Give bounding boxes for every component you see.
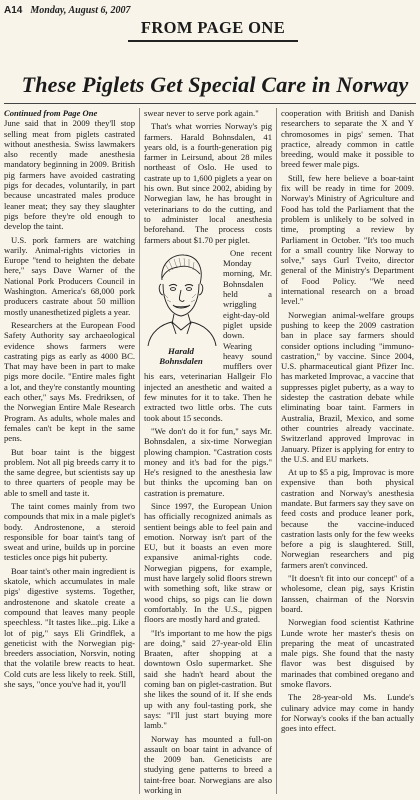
- article-paragraph: "It's important to me how the pigs are doing," said 27-year-old Elin Braaten, after shopping at a downtown Oslo supermarket. She said she hadn't heard about the coming ban on piglet-castration. But she likes the sound of it. If she ends up with any foul-tasting pork, she says: "I'll just start buying more lamb.": [144, 627, 272, 731]
- headline-rule: [4, 103, 416, 104]
- article-paragraph: "It doesn't fit into our concept" of a wholesome, clean pig, says Kristin Ianssen, chairman of the Norsvin board.: [281, 573, 414, 614]
- article-paragraph: Researchers at the European Food Safety Authority say archaeological evidence shows farmers were castrating pigs as early as 4000 BC. That may have been in part to make pigs more docile. "Entire males fight a lot, and they're constantly mounting each other," says Ms. Fredriksen, of the Norwegian Entire Male Research Program. As adults, whole males and females can't be kept in the same pens.: [4, 319, 135, 444]
- portrait-caption: Harald Bohnsdalen: [159, 345, 203, 366]
- article-paragraph: One recent Monday morning, Mr. Bohnsdalen held a wriggling eight-day-old piglet upside down. Wearing heavy sound mufflers over his ears, veterinarian Hallgeir Flo injected an anesthetic and waited a few minutes for it to take. Then he extracted two little orbs. The cuts took about 15 seconds.: [144, 247, 272, 423]
- portrait-sketch: [144, 250, 218, 368]
- portrait-icon: [144, 250, 218, 346]
- continued-line: Continued from Page One: [4, 108, 98, 118]
- article-headline: These Piglets Get Special Care in Norway: [21, 72, 409, 97]
- column-divider: [139, 108, 140, 794]
- article-paragraph: The taint comes mainly from two compounds that mix in a male piglet's body. Androstenone, a steroid responsible for boar taint's tang of sweat and urine, builds up in porcine testicles once pigs hit puberty.: [4, 500, 135, 563]
- column-divider: [276, 108, 277, 794]
- page-number: A14: [4, 4, 23, 16]
- article-paragraph: Still, few here believe a boar-taint fix will be ready in time for 2009. Norway's Ministry of Agriculture and Food has told the Parliament that the problem is unlikely to be solved in time, prompting a review by Parliament in October. "It's too much for a small country like Norway to solve," says Gurl Tveito, director general of the Ministry's Department of Food Policy. "We need international research on a broad level.": [281, 172, 414, 307]
- article-column-2: [144, 108, 272, 796]
- article-paragraph: swear never to serve pork again.": [144, 108, 259, 118]
- article-paragraph: Since 1997, the European Union has officially recognized animals as sentient beings able to feel pain and emotion. Norway isn't part of the EU, but it boasts an even more expansive animal-rights code. Norwegian pigpens, for example, must have largely solid floors strewn with something soft, like straw or wood chips, so pigs can lie down comfortably. In the U.S., pigpen floors are mostly hard and grated.: [144, 500, 272, 625]
- article-paragraph: At up to $5 a pig, Improvac is more expensive than both physical castration and Norway's anesthesia mandate. But farmers say they save on feed costs and produce leaner pork, because the vaccine-induced castration lasts only for the few weeks before a pig is slaughtered. Still, Norwegian researchers and pig farmers aren't convinced.: [281, 467, 414, 570]
- article-paragraph: That's what worries Norway's pig farmers. Harald Bohnsdalen, 41 years old, is a fourth-generation pig farmer in Leirsund, about 28 miles northeast of Oslo. He used to castrate up to 1,600 piglets a year on his own. But since 2002, abiding by Norwegian law, he has brought in veterinarians to do the cutting, and to administer local anesthesia beforehand. The process costs farmers about $1.70 per piglet.: [144, 121, 272, 245]
- section-heading: FROM PAGE ONE: [128, 16, 298, 42]
- article-paragraph: U.S. pork farmers are watching warily. Animal-rights victories in Europe "tend to heighten the debate here," says Dave Warner of the National Pork Producers Council in Washington. America's 68,000 pork producers castrate about 50 million mostly unanesthetized piglets a year.: [4, 234, 135, 317]
- article-paragraph: "We don't do it for fun," says Mr. Bohnsdalen, a six-time Norwegian plowing champion. "Castration costs money and it's bad for the pigs." He's resigned to the anesthesia law but thinks the upcoming ban on castration is premature.: [144, 425, 272, 498]
- article-column-3: [281, 108, 414, 796]
- article-paragraph: Continued from Page One June said that in 2009 they'll stop selling meat from piglets castrated without anesthesia. Swiss lawmakers also recently made anesthesia mandatory beginning in 2009. British pig farmers have avoided castrating pigs for decades, voluntarily, in part because uncastrated males produce leaner meat; they say they slaughter pigs before they're old enough to develop the taint.: [4, 108, 135, 232]
- article-paragraph: Norwegian animal-welfare groups pushing to keep the 2009 castration ban in place say farmers should consider options including "immuno-castration," by vaccine. Since 2004, U.S. pharmaceutical giant Pfizer Inc. has marketed Improvac, a vaccine that suppresses piglet puberty, as a way to sidestep the castration debate while eliminating boar taint. Farmers in Australia, Brazil, Mexico, and some other countries already vaccinate. Switzerland approved Improvac in January. Pfizer is applying for entry to the U.S. and EU markets.: [281, 309, 414, 464]
- article-column-1: [4, 108, 135, 796]
- article-paragraph: But boar taint is the biggest problem. Not all pig breeds carry it to the same degree, but scientists say up to three quarters of people may be able to smell and taste it.: [4, 446, 135, 498]
- issue-date: Monday, August 6, 2007: [30, 4, 131, 16]
- page-folio: [4, 3, 416, 17]
- article-paragraph: The 28-year-old Ms. Lunde's culinary advice may come in handy for Norway's cooks if the ban actually goes into effect.: [281, 692, 414, 734]
- article-paragraph: Norwegian food scientist Kathrine Lunde wrote her master's thesis on preparing the meat of uncastrated male pigs. She found that the nasty flavor was best disguised by marinades that combined oregano and smoke flavors.: [281, 617, 414, 690]
- article-paragraph: cooperation with British and Danish researchers to separate the X and Y chromosomes in pigs' semen. That practice, already common in cattle breeding, would make it possible to breed fewer male pigs.: [281, 108, 414, 170]
- article-paragraph: Boar taint's other main ingredient is skatole, which accumulates in male pigs' digestive systems. Together, androstenone and skatole create a compound that leaves many people speechless. "It tastes like...pig. Like a lot of pig," says Eli Grindflek, a geneticist with the Norwegian pig-breeders association, Norsvin, noting that the volatile brew reacts to heat. Cold cuts are less likely to reek. Still, she says, "once you've had it, you'll: [4, 565, 135, 690]
- article-paragraph: Norway has mounted a full-on assault on boar taint in advance of the 2009 ban. Geneticists are studying gene patterns to breed a taint-free boar. Norwegians are also working in: [144, 733, 272, 795]
